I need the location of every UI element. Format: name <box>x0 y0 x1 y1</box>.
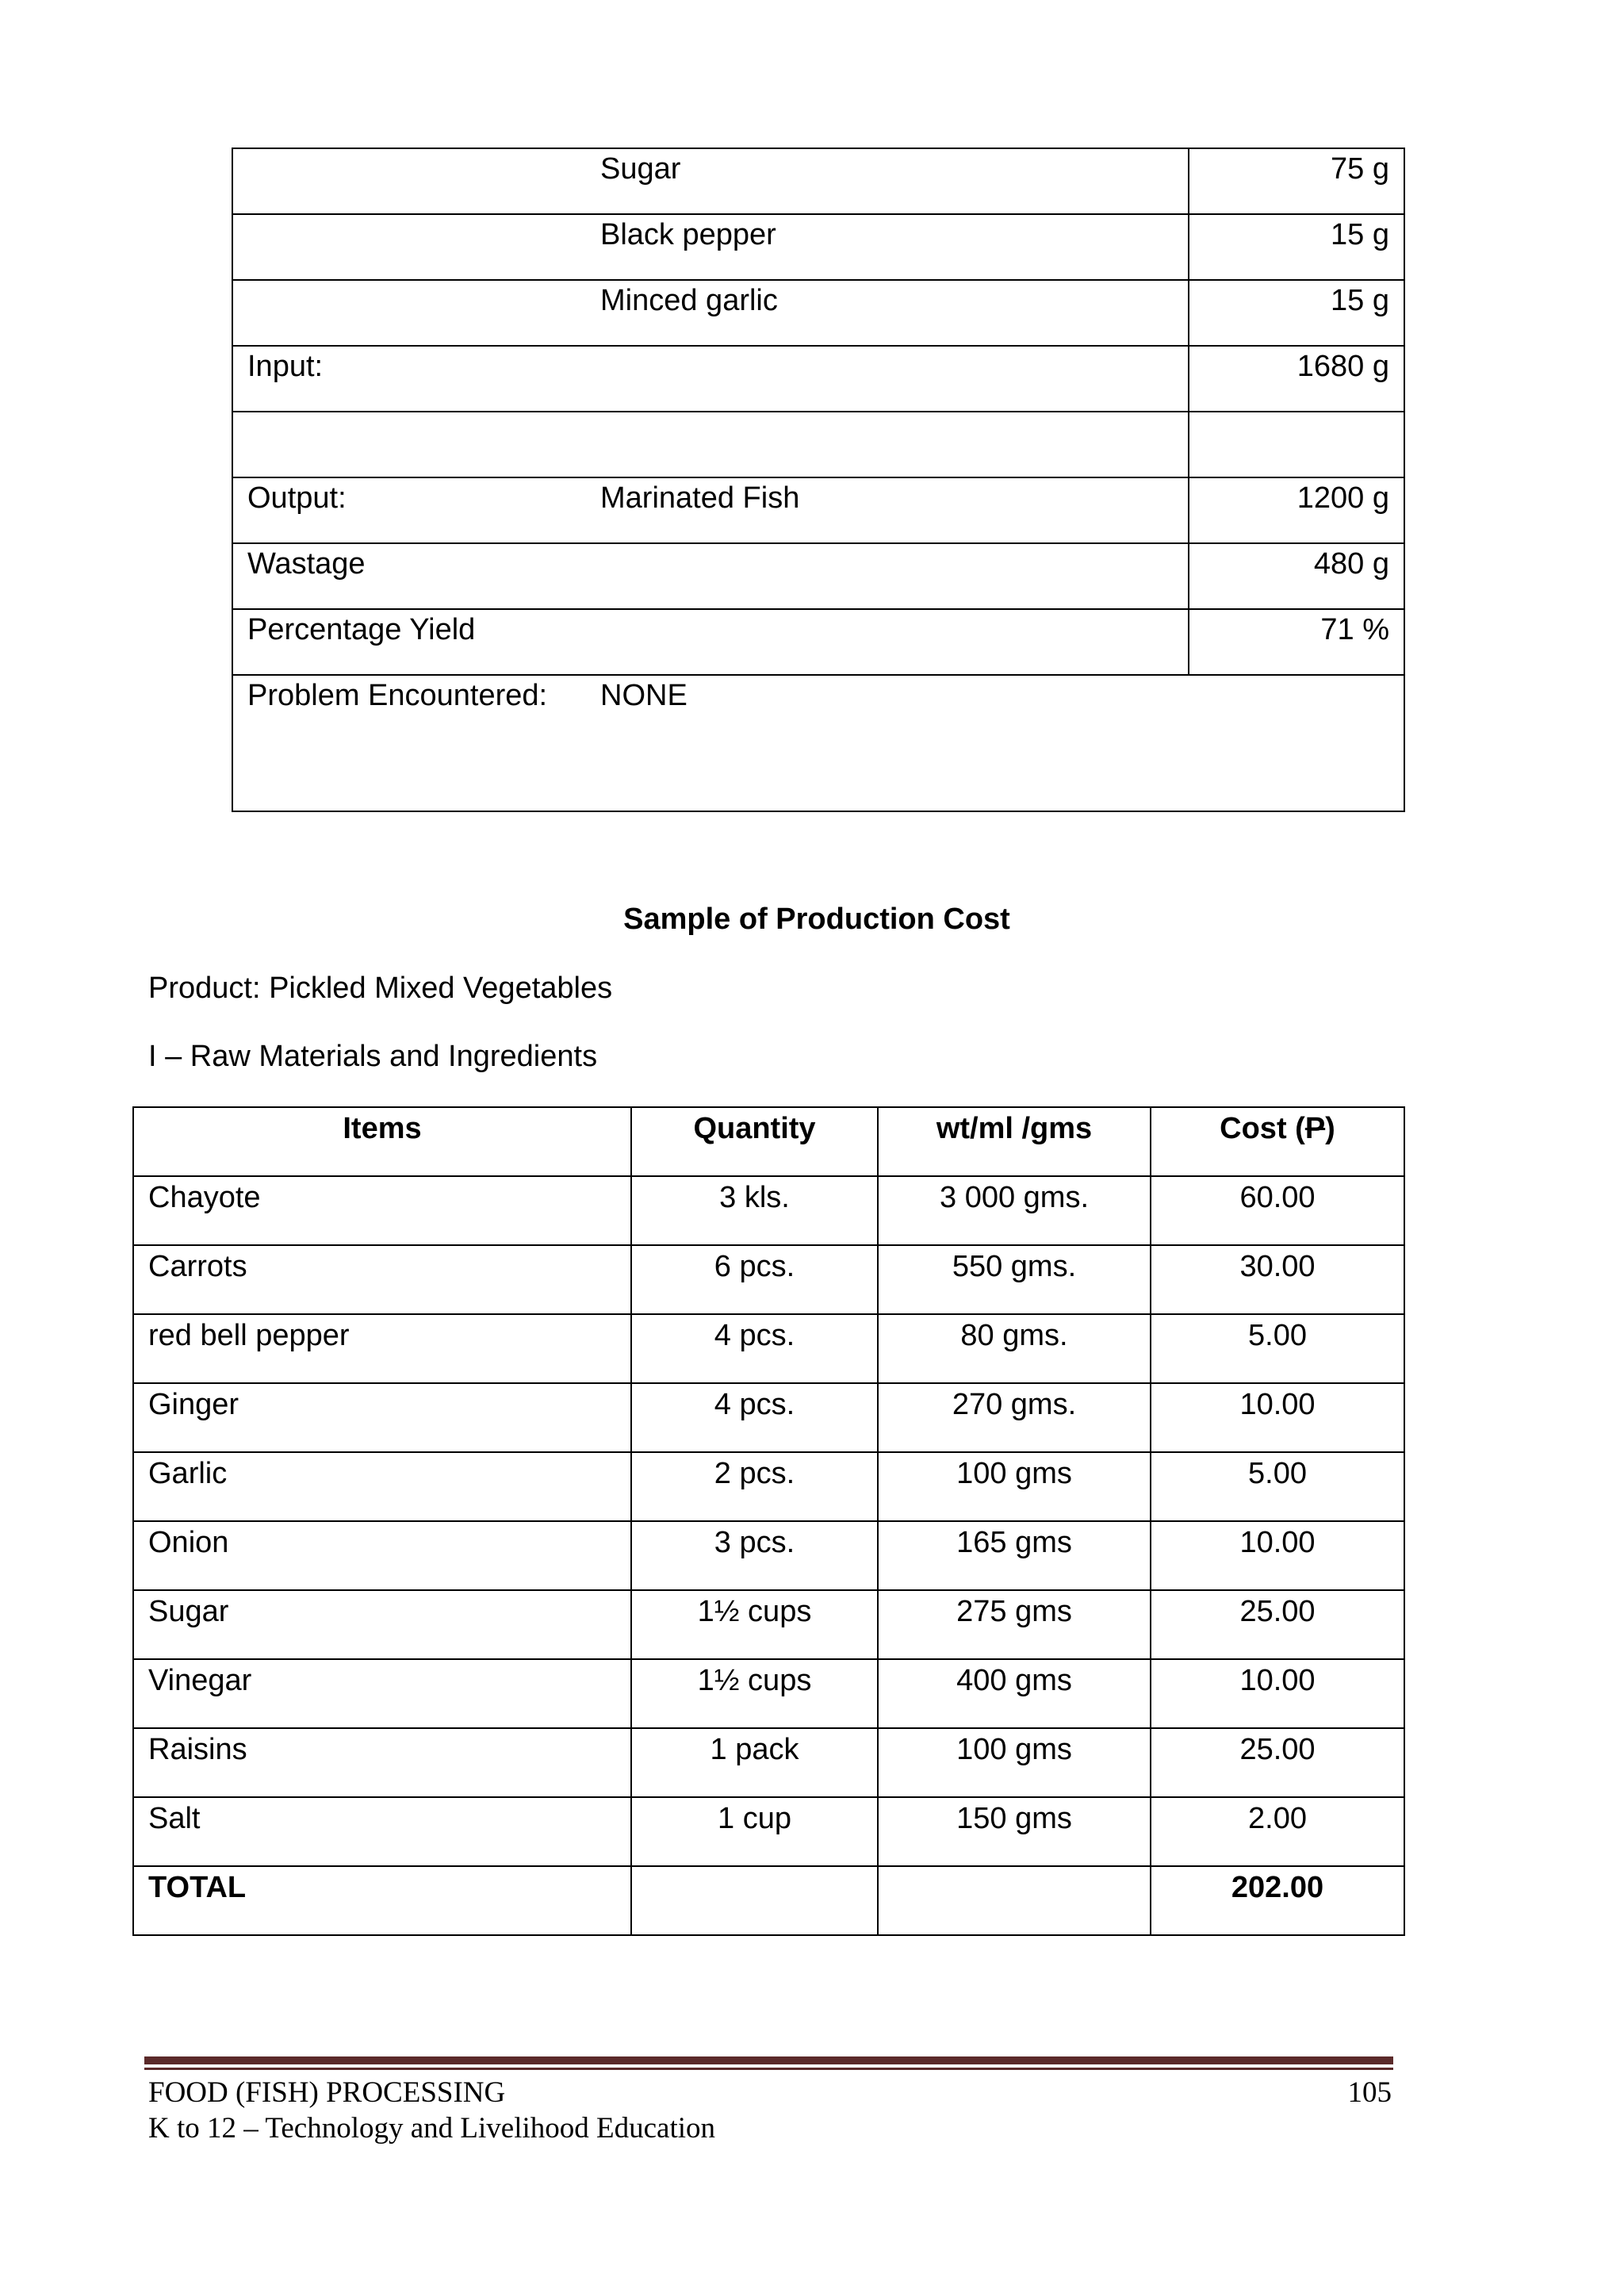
header-cost-label: Cost ( <box>1220 1112 1305 1145</box>
table-row <box>133 1314 1404 1383</box>
problem-cell <box>232 675 1404 811</box>
yield-amount: 480 g <box>1189 543 1404 609</box>
cell-cost: 10.00 <box>1151 1383 1404 1452</box>
cell-cost: 60.00 <box>1151 1176 1404 1245</box>
cell-item: Carrots <box>133 1245 631 1314</box>
cell-cost: 10.00 <box>1151 1659 1404 1728</box>
yield-row <box>232 148 1404 214</box>
yield-row <box>232 609 1404 675</box>
yield-amount <box>1189 412 1404 477</box>
yield-amount: 1200 g <box>1189 477 1404 543</box>
cell-weight: 275 gms <box>878 1590 1151 1659</box>
yield-amount: 15 g <box>1189 214 1404 280</box>
header-weight: wt/ml /gms <box>878 1107 1151 1176</box>
cell-weight: 80 gms. <box>878 1314 1151 1383</box>
section-subtitle: I – Raw Materials and Ingredients <box>148 1040 598 1073</box>
yield-desc-cell <box>232 477 1189 543</box>
cell-weight: 400 gms <box>878 1659 1151 1728</box>
cell-weight: 270 gms. <box>878 1383 1151 1452</box>
yield-item: Minced garlic <box>600 284 778 317</box>
cell-item: Chayote <box>133 1176 631 1245</box>
cell-quantity: 4 pcs. <box>631 1383 878 1452</box>
table-row <box>133 1452 1404 1521</box>
footer-rule-thin <box>144 2068 1393 2070</box>
table-row <box>133 1728 1404 1797</box>
table-row <box>133 1176 1404 1245</box>
yield-amount: 1680 g <box>1189 346 1404 412</box>
yield-row <box>232 346 1404 412</box>
cell-quantity: 1½ cups <box>631 1590 878 1659</box>
yield-amount: 71 % <box>1189 609 1404 675</box>
footer-title: FOOD (FISH) PROCESSING <box>148 2076 506 2109</box>
yield-label: Input: <box>247 350 324 383</box>
cell-cost: 30.00 <box>1151 1245 1404 1314</box>
cell-weight: 100 gms <box>878 1452 1151 1521</box>
yield-desc-cell <box>232 412 1189 477</box>
header-cost <box>1151 1107 1404 1176</box>
header-items: Items <box>133 1107 631 1176</box>
total-label: TOTAL <box>133 1866 631 1935</box>
yield-row <box>232 543 1404 609</box>
cell-quantity: 1 pack <box>631 1728 878 1797</box>
yield-row <box>232 214 1404 280</box>
table-row <box>133 1245 1404 1314</box>
page-number: 105 <box>1347 2076 1392 2109</box>
yield-desc-cell <box>232 214 1189 280</box>
cell-weight: 165 gms <box>878 1521 1151 1590</box>
yield-label: Percentage Yield <box>247 613 476 646</box>
yield-label: Wastage <box>247 547 366 581</box>
product-line: Product: Pickled Mixed Vegetables <box>148 972 613 1005</box>
cell-item: Vinegar <box>133 1659 631 1728</box>
cell-weight: 3 000 gms. <box>878 1176 1151 1245</box>
production-cost-table <box>132 1106 1405 1936</box>
header-cost-close: ) <box>1325 1112 1335 1145</box>
cell-cost: 10.00 <box>1151 1521 1404 1590</box>
footer-rule <box>144 2056 1393 2064</box>
cell-item: Sugar <box>133 1590 631 1659</box>
yield-item: Marinated Fish <box>600 481 800 515</box>
cell-cost: 25.00 <box>1151 1590 1404 1659</box>
table-row <box>133 1797 1404 1866</box>
yield-item: Black pepper <box>600 218 776 251</box>
total-cost: 202.00 <box>1151 1866 1404 1935</box>
cell-cost: 5.00 <box>1151 1314 1404 1383</box>
cell-item: Ginger <box>133 1383 631 1452</box>
cell-quantity: 6 pcs. <box>631 1245 878 1314</box>
yield-amount: 75 g <box>1189 148 1404 214</box>
header-quantity: Quantity <box>631 1107 878 1176</box>
section-title: Sample of Production Cost <box>623 903 1010 936</box>
yield-row <box>232 280 1404 346</box>
total-row <box>133 1866 1404 1935</box>
cell-item: Salt <box>133 1797 631 1866</box>
yield-desc-cell <box>232 346 1189 412</box>
table-header-row <box>133 1107 1404 1176</box>
yield-row <box>232 412 1404 477</box>
yield-desc-cell <box>232 543 1189 609</box>
cell-cost: 2.00 <box>1151 1797 1404 1866</box>
cell-item: red bell pepper <box>133 1314 631 1383</box>
cell-quantity: 2 pcs. <box>631 1452 878 1521</box>
peso-symbol: P <box>1304 1112 1326 1145</box>
cell-item: Onion <box>133 1521 631 1590</box>
cost-table-body <box>133 1176 1404 1866</box>
problem-value: NONE <box>600 679 688 712</box>
cell-quantity: 3 kls. <box>631 1176 878 1245</box>
yield-item: Sugar <box>600 152 681 186</box>
cell-quantity: 1 cup <box>631 1797 878 1866</box>
table-row <box>133 1383 1404 1452</box>
cell-item: Garlic <box>133 1452 631 1521</box>
yield-table <box>232 148 1405 812</box>
cell-cost: 5.00 <box>1151 1452 1404 1521</box>
footer-subtitle: K to 12 – Technology and Livelihood Education <box>148 2112 716 2145</box>
yield-desc-cell <box>232 609 1189 675</box>
yield-desc-cell <box>232 280 1189 346</box>
yield-label: Output: <box>247 481 347 515</box>
cell-weight: 100 gms <box>878 1728 1151 1797</box>
table-row <box>133 1590 1404 1659</box>
cell-cost: 25.00 <box>1151 1728 1404 1797</box>
total-quantity-cell <box>631 1866 878 1935</box>
table-row <box>133 1659 1404 1728</box>
cell-quantity: 3 pcs. <box>631 1521 878 1590</box>
problem-label: Problem Encountered: <box>247 679 548 712</box>
cell-weight: 550 gms. <box>878 1245 1151 1314</box>
yield-amount: 15 g <box>1189 280 1404 346</box>
yield-desc-cell <box>232 148 1189 214</box>
problem-row <box>232 675 1404 811</box>
cell-weight: 150 gms <box>878 1797 1151 1866</box>
yield-table-body <box>232 148 1404 811</box>
total-weight-cell <box>878 1866 1151 1935</box>
cell-quantity: 4 pcs. <box>631 1314 878 1383</box>
cell-quantity: 1½ cups <box>631 1659 878 1728</box>
table-row <box>133 1521 1404 1590</box>
cell-item: Raisins <box>133 1728 631 1797</box>
yield-row <box>232 477 1404 543</box>
